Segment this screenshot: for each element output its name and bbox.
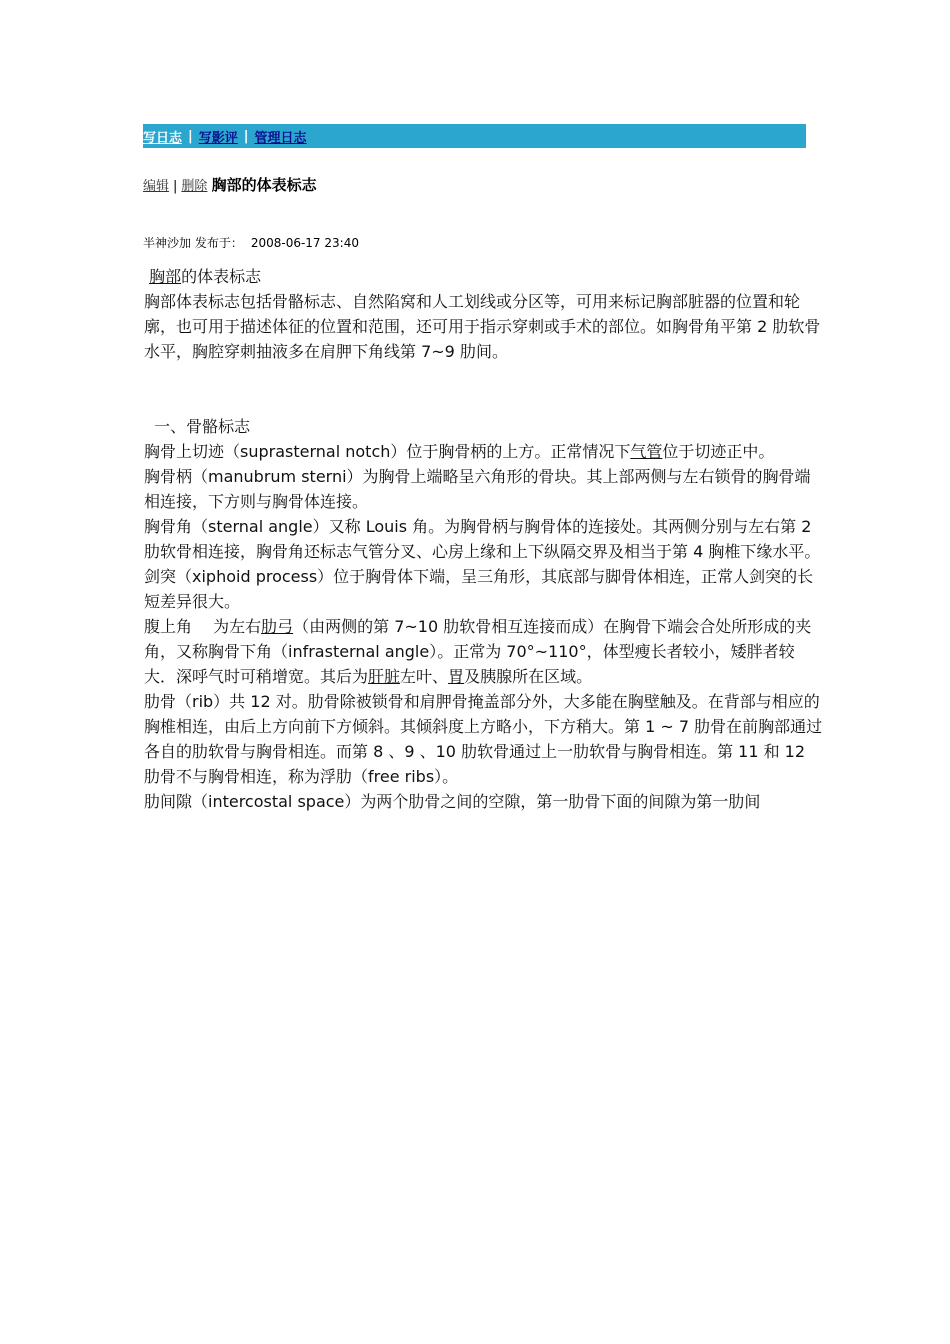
paragraph-intercostal: 肋间隙（intercostal space）为两个肋骨之间的空隙，第一肋骨下面的间隙为第一肋间 bbox=[144, 792, 761, 811]
write-diary-link[interactable]: 写日志 bbox=[143, 130, 183, 146]
paragraph-text: 及胰腺所在区域。 bbox=[464, 667, 593, 686]
paragraph-xiphoid: 剑突（xiphoid process）位于胸骨体下端，呈三角形，其底部与脚骨体相连，正常人剑突的长短差异很大。 bbox=[144, 567, 814, 611]
stomach-link[interactable]: 胃 bbox=[448, 667, 465, 686]
blog-toolbar bbox=[143, 124, 806, 148]
paragraph-suprasternal bbox=[144, 439, 824, 464]
edit-link[interactable]: 编辑 bbox=[143, 179, 170, 194]
paragraph-manubrium: 胸骨柄（manubrum sterni）为胸骨上端略呈六角形的骨块。其上部两侧与左右锁骨的胸骨端相连接，下方则与胸骨体连接。 bbox=[144, 467, 811, 511]
liver-link[interactable]: 肝脏 bbox=[368, 667, 401, 686]
spacer bbox=[144, 364, 824, 414]
trachea-link[interactable]: 气管 bbox=[630, 442, 663, 461]
toolbar-separator: | bbox=[243, 128, 249, 144]
heading-link[interactable]: 胸部 bbox=[149, 267, 182, 286]
delete-link[interactable]: 删除 bbox=[181, 179, 208, 194]
post-content bbox=[144, 264, 824, 814]
content-heading bbox=[144, 264, 824, 289]
heading-text: 的体表标志 bbox=[181, 267, 262, 286]
manage-diary-link[interactable]: 管理日志 bbox=[254, 130, 307, 146]
paragraph-infrasternal bbox=[144, 614, 824, 689]
toolbar-separator: | bbox=[188, 128, 193, 144]
paragraph-rib: 肋骨（rib）共 12 对。肋骨除被锁骨和肩胛骨掩盖部分外，大多能在胸壁触及。在背部与相应的胸椎相连，由后上方向前下方倾斜。其倾斜度上方略小，下方稍大。第 1 ~ 7 肋骨在前胸部通过各自的肋软骨与胸骨相连。而第 8 、9 、10 肋软骨通过上一肋软骨与胸骨相连。第 11 和 12 肋骨不与胸骨相连，称为浮肋（free ribs）。 bbox=[144, 692, 823, 786]
section-heading bbox=[144, 414, 824, 439]
paragraph-sternal-angle: 胸骨角（sternal angle）又称 Louis 角。为胸骨柄与胸骨体的连接处。其两侧分别与左右第 2 肋软骨相连接，胸骨角还标志气管分叉、心房上缘和上下纵隔交界及相当于第 4 胸椎下缘水平。 bbox=[144, 517, 821, 561]
write-review-link[interactable]: 写影评 bbox=[198, 130, 238, 146]
post-titlebar bbox=[143, 174, 317, 195]
costal-arch-link[interactable]: 肋弓 bbox=[261, 617, 294, 636]
title-separator: | bbox=[173, 179, 178, 194]
post-meta bbox=[143, 234, 359, 251]
intro-paragraph: 胸部体表标志包括骨骼标志、自然陷窝和人工划线或分区等，可用来标记胸部脏器的位置和轮廓，也可用于描述体征的位置和范围，还可用于指示穿刺或手术的部位。如胸骨角平第 2 肋软骨水平，胸腔穿刺抽液多在肩胛下角线第 7~9 肋间。 bbox=[144, 292, 821, 361]
paragraph-text: 左叶、 bbox=[400, 667, 449, 686]
post-author: 半神沙加 发布于： bbox=[143, 236, 243, 250]
paragraph-text: 位于切迹正中。 bbox=[662, 442, 775, 461]
paragraph-text: 腹上角 为左右 bbox=[144, 617, 262, 636]
post-title: 胸部的体表标志 bbox=[211, 176, 317, 194]
post-date: 2008-06-17 23:40 bbox=[250, 236, 359, 250]
paragraph-text: （由两侧的第 7~10 肋软骨相互连接而成）在胸骨下端会合处所形成的夹角，又称胸骨下角（infrasternal angle）。正常为 70°~110°，体型瘦长者较小，矮胖者较大．深呼气时可稍增宽。其后为 bbox=[144, 617, 812, 686]
section-heading-text: 一、骨骼标志 bbox=[154, 417, 251, 436]
paragraph-text: 胸骨上切迹（suprasternal notch）位于胸骨柄的上方。正常情况下 bbox=[144, 442, 631, 461]
